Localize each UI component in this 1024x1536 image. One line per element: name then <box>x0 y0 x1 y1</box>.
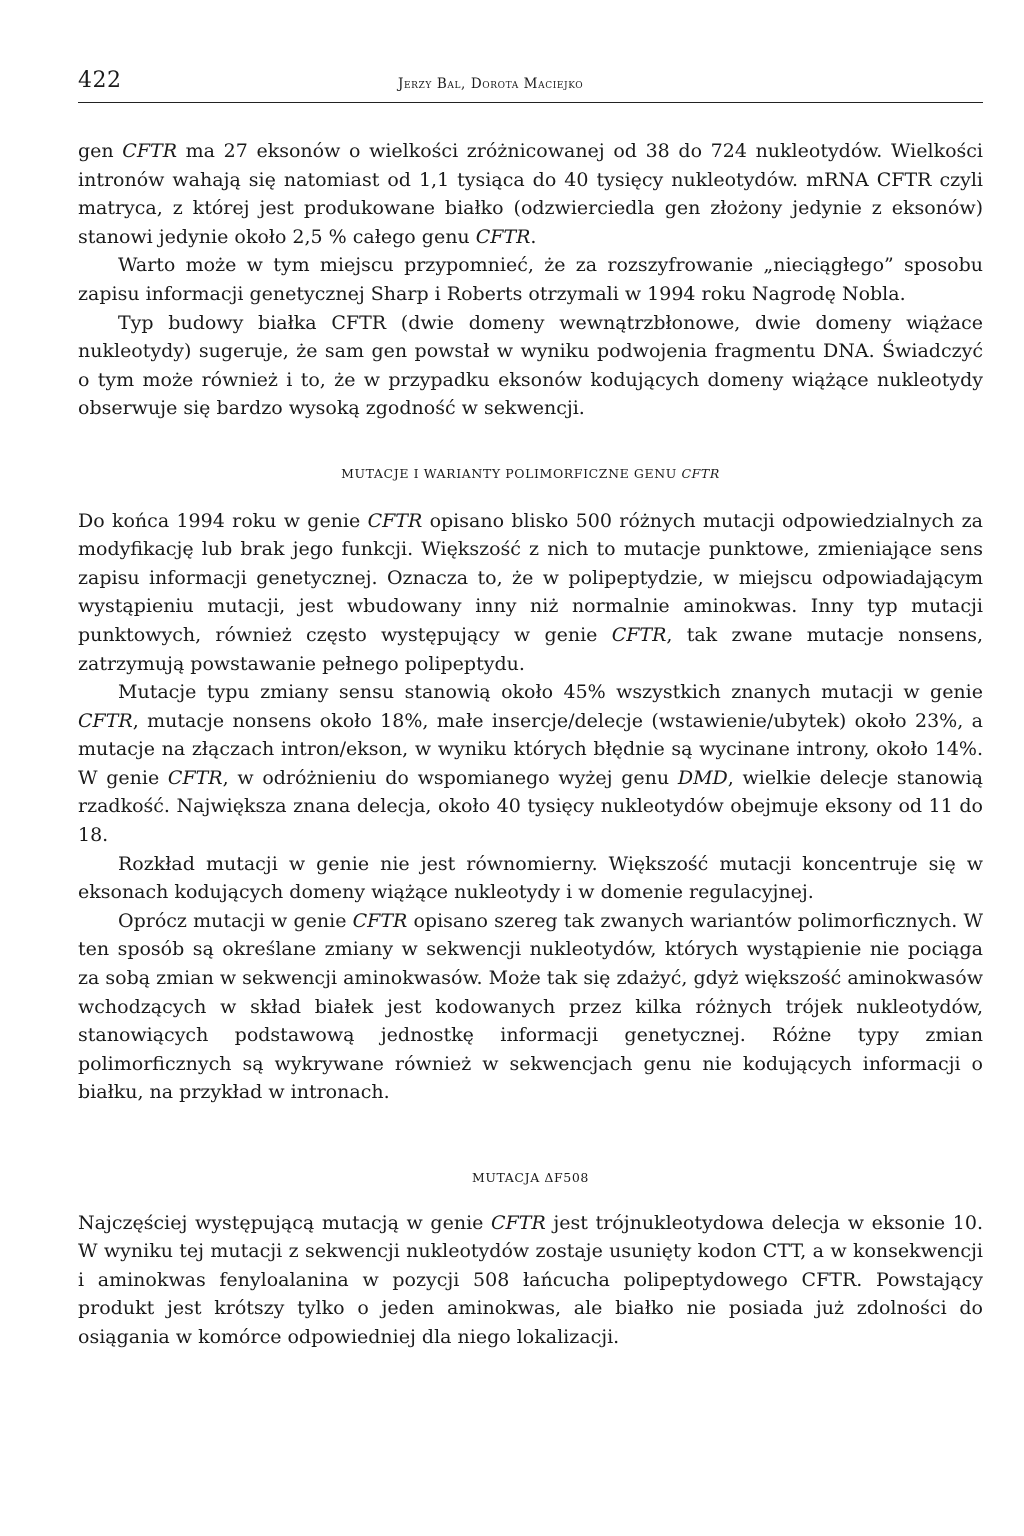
running-head <box>78 62 983 103</box>
running-head-authors: Jerzy Bal, Dorota Maciejko <box>398 76 584 92</box>
paragraph-deltaf508-1: Najczęściej występującą mutacją w genie CFTR jest trójnukleotydowa delecja w eksonie 10. W wyniku tej mutacji z sekwencji nukleotydów zostaje usunięty kodon CTT, a w konsekwencji i aminokwas fenyloalanina w pozycji 508 łańcucha polipeptydowego CFTR. Powstający produkt jest krótszy tylko o jeden aminokwas, ale białko nie posiada już zdolności do osiągania w komórce odpowiedniej dla niego lokalizacji. <box>78 1211 984 1348</box>
gene-name: CFTR <box>611 623 667 646</box>
section-heading-mutations: MUTACJE I WARIANTY POLIMORFICZNE GENU CFTR <box>341 465 720 481</box>
gene-name: DMD <box>677 766 728 789</box>
gene-name: CFTR <box>122 140 177 162</box>
gene-name: CFTR <box>367 509 423 532</box>
body-text <box>78 137 983 1352</box>
gene-name: CFTR <box>78 709 133 732</box>
paragraph-intro-3: Typ budowy białka CFTR (dwie domeny wewnątrzbłonowe, dwie domeny wiążace nukleotydy) sugeruje, że sam gen powstał w wyniku podwojenia fragmentu DNA. Świadczyć o tym może również i to, że w przypadku eksonów kodujących domeny wiążące nukleotydy obserwuje się bardzo wysoką zgodność w sekwencji. <box>78 311 983 420</box>
section-heading-deltaf508: MUTACJA ΔF508 <box>472 1170 589 1185</box>
gene-name: CFTR <box>491 1211 546 1234</box>
page-number: 422 <box>78 68 122 93</box>
page <box>78 62 983 1352</box>
gene-name: CFTR <box>352 909 408 932</box>
paragraph-intro-1: gen CFTR ma 27 eksonów o wielkości zróżnicowanej od 38 do 724 nukleotydów. Wielkości intronów wahają się natomiast od 1,1 tysiąca do 40 tysięcy nukleotydów. mRNA CFTR czyli matryca, z której jest produkowane białko (odzwierciedla gen złożony jedynie z eksonów) stanowi jedynie około 2,5 % całego genu CFTR. <box>78 140 983 248</box>
paragraph-intro-2: Warto może w tym miejscu przypomnieć, że za rozszyfrowanie „nieciągłego” sposobu zapisu informacji genetycznej Sharp i Roberts otrzymali w 1994 roku Nagrodę Nobla. <box>78 254 983 305</box>
paragraph-mutations-3: Rozkład mutacji w genie nie jest równomierny. Większość mutacji koncentruje się w eksonach kodujących domeny wiążące nukleotydy i w domenie regulacyjnej. <box>78 852 983 904</box>
paragraph-mutations-1: Do końca 1994 roku w genie CFTR opisano blisko 500 różnych mutacji odpowiedzialnych za modyfikację lub brak jego funkcji. Większość z nich to mutacje punktowe, zmieniające sens zapisu informacji genetycznej. Oznacza to, że w polipeptydzie, w miejscu odpowiadającym wystąpieniu mutacji, jest wbudowany inny niż normalnie aminokwas. Inny typ mutacji punktowych, również często występujący w genie CFTR, tak zwane mutacje nonsens, zatrzymują powstawanie pełnego polipeptydu. <box>78 509 984 675</box>
paragraph-mutations-4: Oprócz mutacji w genie CFTR opisano szereg tak zwanych wariantów polimorficznych. W ten sposób są określane zmiany w sekwencji nukleotydów, których wystąpienie nie pociąga za sobą zmian w sekwencji aminokwasów. Może tak się zdażyć, gdyż większość aminokwasów wchodzących w skład białek jest kodowanych przez kilka różnych trójek nukleotydów, stanowiących podstawową jednostkę informacji genetycznej. Różne typy zmian polimorficznych są wykrywane również w sekwencjach genu nie kodujących informacji o białku, na przykład w intronach. <box>78 909 983 1104</box>
gene-name: CFTR <box>475 225 531 248</box>
gene-name: CFTR <box>167 766 223 789</box>
paragraph-mutations-2: Mutacje typu zmiany sensu stanowią około 45% wszystkich znanych mutacji w genie CFTR, mutacje nonsens około 18%, małe insercje/delecje (wstawienie/ubytek) około 23%, a mutacje na złączach intron/ekson, w wyniku których błędnie są wycinane introny, około 14%. W genie CFTR, w odróżnieniu do wspomianego wyżej genu DMD, wielkie delecje stanowią rzadkość. Największa znana delecja, około 40 tysięcy nukleotydów obejmuje eksony od 11 do 18. <box>78 681 983 847</box>
